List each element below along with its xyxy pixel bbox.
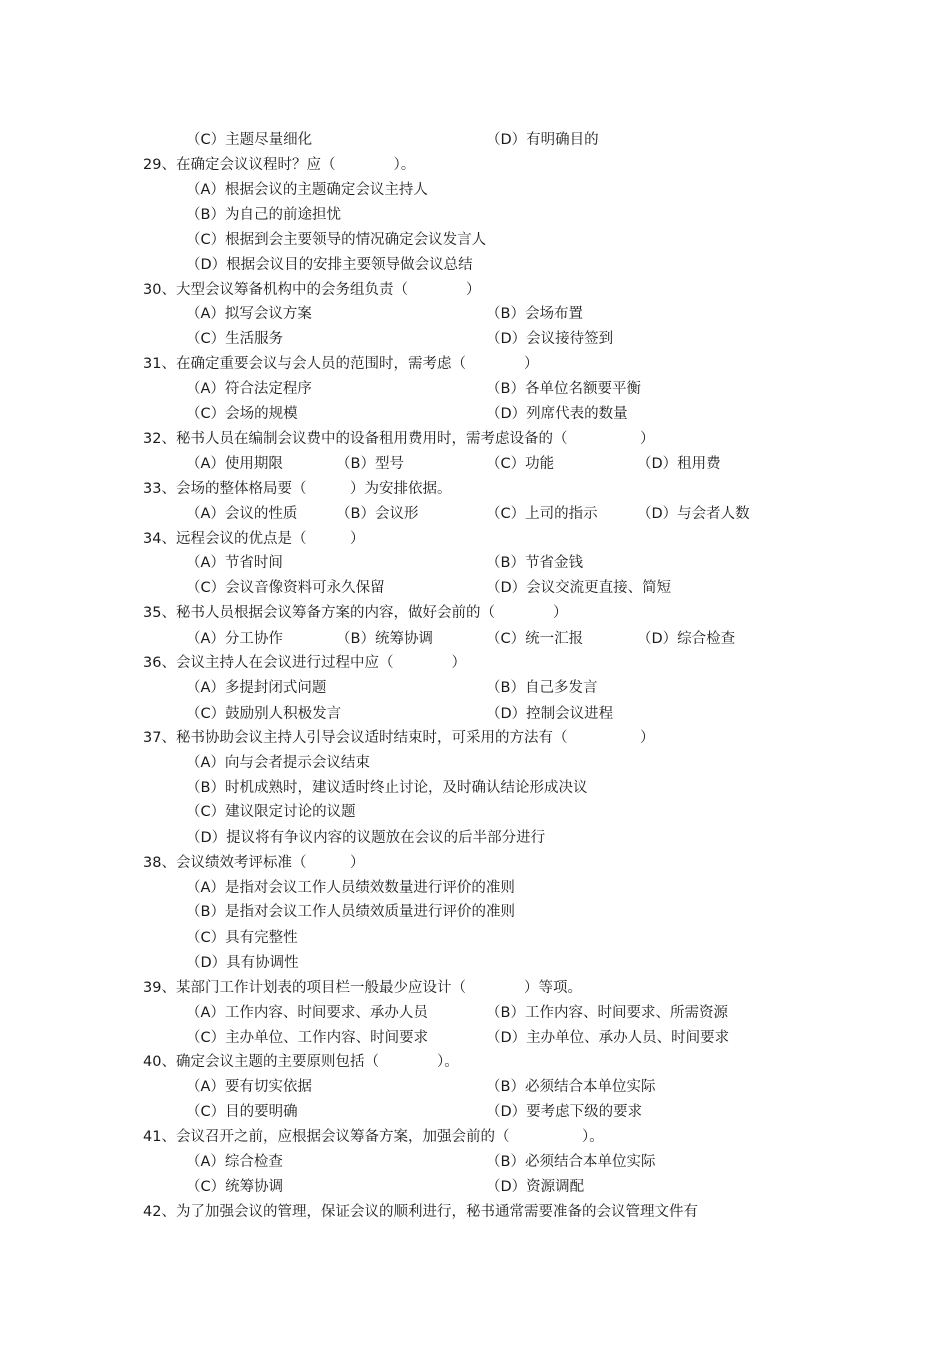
option-a: （A）会议的性质: [186, 506, 298, 522]
option-c: （C）会场的规模: [186, 406, 298, 422]
option-b: （B）是指对会议工作人员绩效质量进行评价的准则: [186, 904, 515, 920]
option-c: （C）生活服务: [186, 331, 284, 347]
option-d: （D）会议接待签到: [486, 331, 614, 347]
option-b: （B）必须结合本单位实际: [486, 1079, 656, 1095]
option-a: （A）节省时间: [186, 555, 283, 571]
option-a: （A）根据会议的主题确定会议主持人: [186, 182, 428, 198]
option-b: （B）工作内容、时间要求、所需资源: [486, 1005, 728, 1021]
option-d: （D）综合检查: [637, 631, 736, 647]
option-c: （C）功能: [486, 456, 555, 472]
option-a: （A）多提封闭式问题: [186, 680, 327, 696]
question-35-stem: 35、秘书人员根据会议筹备方案的内容，做好会前的（ ）: [143, 605, 568, 621]
option-c: （C）主办单位、工作内容、时间要求: [186, 1030, 429, 1046]
option-c: （C）根据到会主要领导的情况确定会议发言人: [186, 232, 487, 248]
option-c: （C）建议限定讨论的议题: [186, 804, 356, 820]
question-30-stem: 30、大型会议筹备机构中的会务组负责（ ）: [143, 282, 481, 298]
option-a: （A）向与会者提示会议结束: [186, 755, 370, 771]
option-c: （C）鼓励别人积极发言: [186, 706, 342, 722]
question-32-stem: 32、秘书人员在编制会议费中的设备租用费用时，需考虑设备的（ ）: [143, 431, 655, 447]
option-c: （C）统筹协调: [186, 1179, 284, 1195]
option-c: （C）统一汇报: [486, 631, 584, 647]
option-d: （D）有明确目的: [486, 132, 599, 148]
option-a: （A）使用期限: [186, 456, 283, 472]
option-a: （A）要有切实依据: [186, 1079, 312, 1095]
question-36-stem: 36、会议主持人在会议进行过程中应（ ）: [143, 655, 466, 671]
option-a: （A）是指对会议工作人员绩效数量进行评价的准则: [186, 880, 515, 896]
question-38-stem: 38、会议绩效考评标准（ ）: [143, 855, 365, 871]
option-b: （B）会议形: [336, 506, 419, 522]
option-d: （D）会议交流更直接、简短: [486, 580, 672, 596]
question-34-stem: 34、远程会议的优点是（ ）: [143, 531, 365, 547]
option-a: （A）拟写会议方案: [186, 306, 312, 322]
option-d: （D）要考虑下级的要求: [486, 1104, 643, 1120]
option-b: （B）节省金钱: [486, 555, 583, 571]
option-d: （D）资源调配: [486, 1179, 585, 1195]
question-42-stem: 42、为了加强会议的管理，保证会议的顺利进行，秘书通常需要准备的会议管理文件有: [143, 1204, 698, 1220]
question-31-stem: 31、在确定重要会议与会人员的范围时，需考虑（ ）: [143, 356, 539, 372]
option-c: （C）主题尽量细化: [186, 132, 313, 148]
question-41-stem: 41、会议召开之前，应根据会议筹备方案，加强会前的（ ）。: [143, 1129, 604, 1145]
option-b: （B）各单位名额要平衡: [486, 381, 641, 397]
option-b: （B）时机成熟时，建议适时终止讨论，及时确认结论形成决议: [186, 780, 588, 796]
option-d: （D）根据会议目的安排主要领导做会议总结: [186, 257, 473, 273]
option-a: （A）符合法定程序: [186, 381, 312, 397]
option-d: （D）租用费: [637, 456, 721, 472]
option-c: （C）上司的指示: [486, 506, 598, 522]
option-d: （D）提议将有争议内容的议题放在会议的后半部分进行: [186, 830, 546, 846]
question-40-stem: 40、确定会议主题的主要原则包括（ ）。: [143, 1054, 459, 1070]
option-d: （D）列席代表的数量: [486, 406, 628, 422]
option-b: （B）统筹协调: [336, 631, 433, 647]
option-b: （B）会场布置: [486, 306, 583, 322]
option-c: （C）具有完整性: [186, 930, 298, 946]
option-b: （B）型号: [336, 456, 404, 472]
question-39-stem: 39、某部门工作计划表的项目栏一般最少应设计（ ）等项。: [143, 980, 582, 996]
question-37-stem: 37、秘书协助会议主持人引导会议适时结束时，可采用的方法有（ ）: [143, 730, 655, 746]
option-d: （D）与会者人数: [637, 506, 750, 522]
option-d: （D）具有协调性: [186, 955, 299, 971]
option-c: （C）会议音像资料可永久保留: [186, 580, 385, 596]
question-29-stem: 29、在确定会议议程时？应（ ）。: [143, 157, 416, 173]
question-33-stem: 33、会场的整体格局要（ ）为安排依据。: [143, 481, 452, 497]
option-d: （D）主办单位、承办人员、时间要求: [486, 1030, 730, 1046]
option-b: （B）必须结合本单位实际: [486, 1154, 656, 1170]
option-a: （A）分工协作: [186, 631, 283, 647]
option-d: （D）控制会议进程: [486, 706, 614, 722]
option-b: （B）为自己的前途担忧: [186, 207, 341, 223]
option-c: （C）目的要明确: [186, 1104, 298, 1120]
option-a: （A）工作内容、时间要求、承办人员: [186, 1005, 428, 1021]
option-a: （A）综合检查: [186, 1154, 283, 1170]
option-b: （B）自己多发言: [486, 680, 598, 696]
